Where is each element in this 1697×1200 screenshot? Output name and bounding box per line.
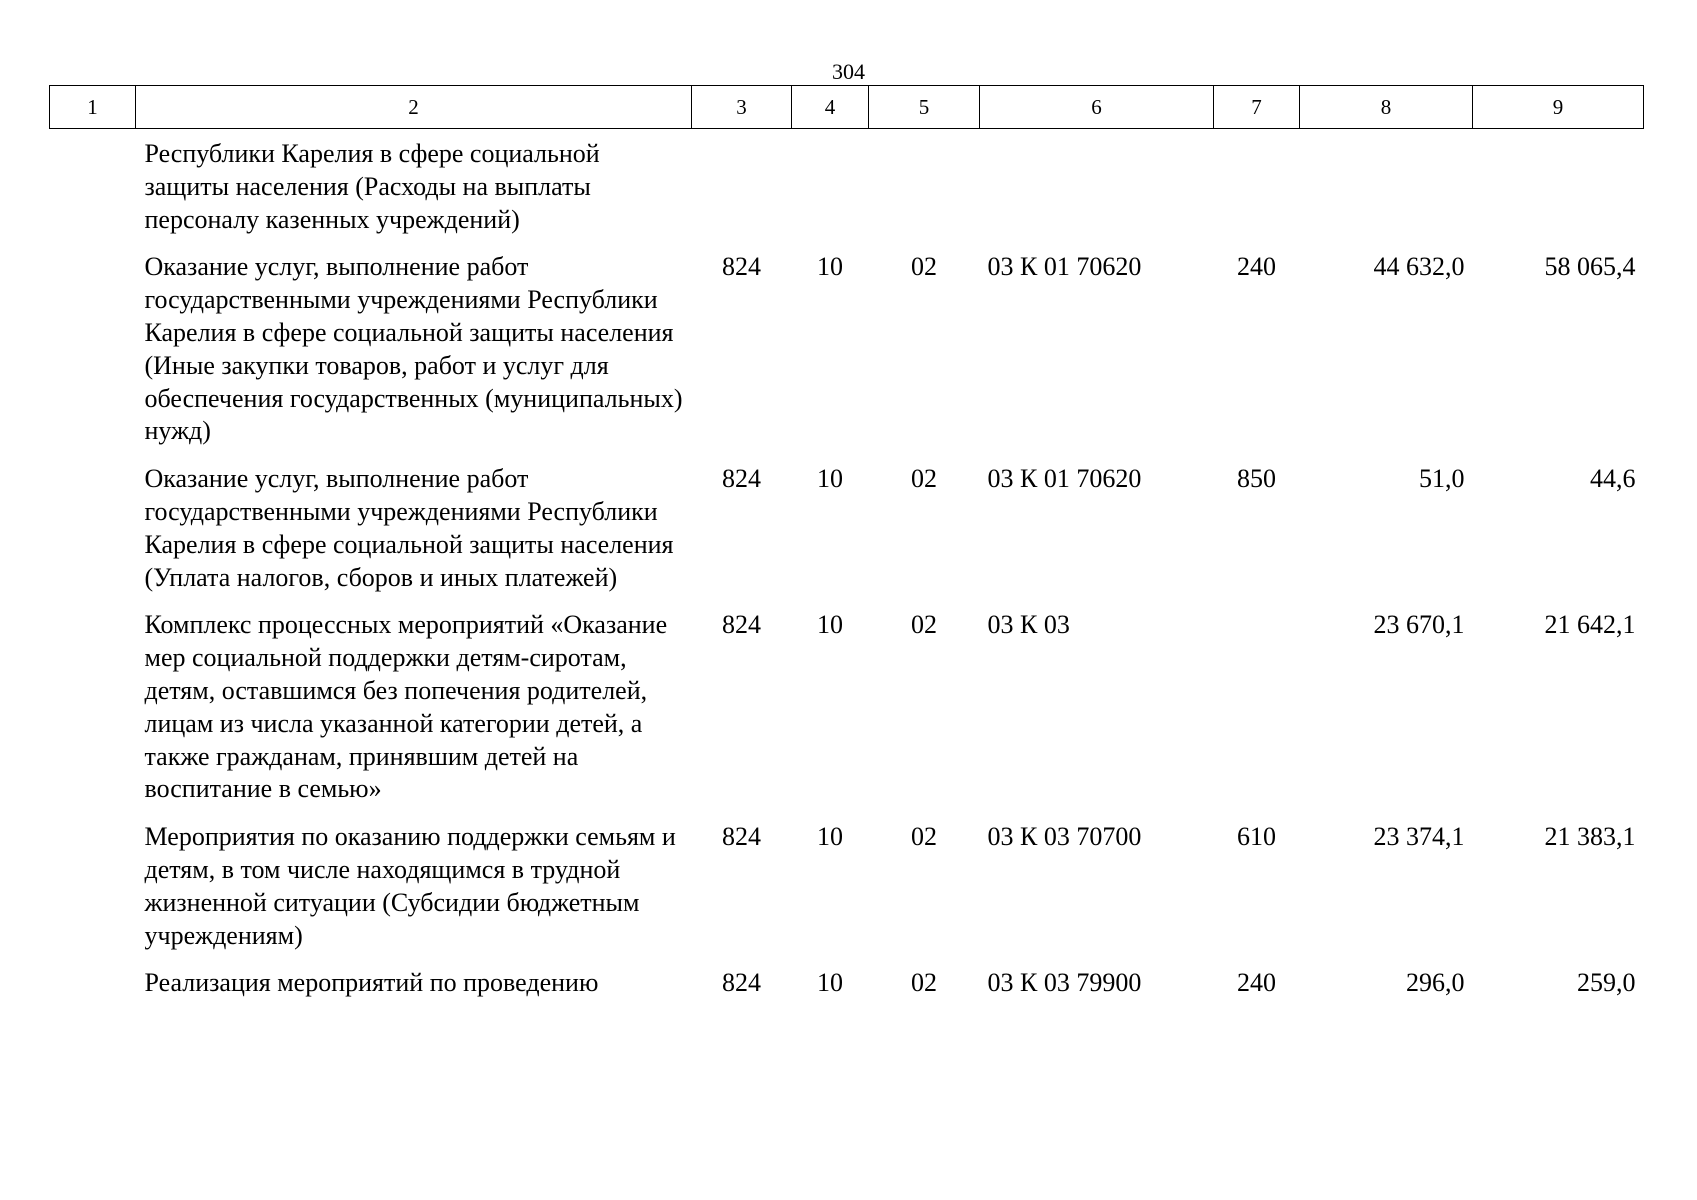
subsection-cell: 02 xyxy=(911,968,937,998)
page-number: 304 xyxy=(832,59,865,84)
section-cell: 10 xyxy=(817,252,843,282)
amount-1-cell: 23 670,1 xyxy=(1373,610,1465,640)
expense-type-cell: 240 xyxy=(1237,252,1276,282)
column-header: 4 xyxy=(792,86,869,129)
table-row xyxy=(50,129,1644,252)
header-row xyxy=(50,86,1644,129)
row-number-cell xyxy=(50,129,136,252)
description-cell: Реализация мероприятий по проведению xyxy=(144,968,599,998)
row-number-cell xyxy=(50,609,136,821)
table-row xyxy=(50,609,1644,821)
amount-1-cell: 296,0 xyxy=(1406,968,1465,998)
target-article-cell: 03 К 03 70700 xyxy=(987,822,1142,852)
subsection-cell xyxy=(869,129,980,252)
expense-type-cell: 240 xyxy=(1237,968,1276,998)
column-header: 6 xyxy=(980,86,1214,129)
amount-2-cell: 44,6 xyxy=(1590,464,1636,494)
expense-type-cell: 610 xyxy=(1237,822,1276,852)
ministry-code-cell: 824 xyxy=(722,464,761,494)
amount-2-cell: 259,0 xyxy=(1577,968,1636,998)
ministry-code-cell: 824 xyxy=(722,252,761,282)
column-header: 1 xyxy=(50,86,136,129)
row-number-cell xyxy=(50,251,136,463)
column-header: 5 xyxy=(869,86,980,129)
section-cell xyxy=(792,129,869,252)
target-article-cell: 03 К 03 xyxy=(987,610,1070,640)
description-cell: Комплекс процессных мероприятий «Оказание мер социальной поддержки детям-сиротам, детям, оставшимся без попечения родителей, лицам из числа указанной категории детей, а также гражданам, принявшим детей на воспитание в семью» xyxy=(144,610,668,804)
ministry-code-cell: 824 xyxy=(722,968,761,998)
table-row xyxy=(50,251,1644,463)
subsection-cell: 02 xyxy=(911,464,937,494)
ministry-code-cell: 824 xyxy=(722,822,761,852)
expense-type-cell: 850 xyxy=(1237,464,1276,494)
amount-2-cell xyxy=(1473,129,1644,252)
target-article-cell: 03 К 01 70620 xyxy=(987,464,1142,494)
column-header: 9 xyxy=(1473,86,1644,129)
table-row xyxy=(50,463,1644,609)
column-header: 8 xyxy=(1300,86,1473,129)
section-cell: 10 xyxy=(817,822,843,852)
amount-1-cell xyxy=(1300,129,1473,252)
row-number-cell xyxy=(50,821,136,967)
amount-2-cell: 21 383,1 xyxy=(1544,822,1636,852)
subsection-cell: 02 xyxy=(911,610,937,640)
description-cell: Оказание услуг, выполнение работ государственными учреждениями Республики Карелия в сфере социальной защиты населения (Уплата налогов, сборов и иных платежей) xyxy=(144,464,674,592)
table-row xyxy=(50,821,1644,967)
amount-2-cell: 21 642,1 xyxy=(1544,610,1636,640)
ministry-code-cell: 824 xyxy=(722,610,761,640)
budget-table xyxy=(49,85,1644,1015)
row-number-cell xyxy=(50,967,136,1015)
table-row xyxy=(50,967,1644,1015)
amount-1-cell: 44 632,0 xyxy=(1373,252,1465,282)
ministry-code-cell xyxy=(692,129,792,252)
target-article-cell: 03 К 01 70620 xyxy=(987,252,1142,282)
column-header: 7 xyxy=(1214,86,1300,129)
amount-1-cell: 51,0 xyxy=(1419,464,1465,494)
column-header: 2 xyxy=(136,86,692,129)
subsection-cell: 02 xyxy=(911,252,937,282)
description-cell: Оказание услуг, выполнение работ государственными учреждениями Республики Карелия в сфере социальной защиты населения (Иные закупки товаров, работ и услуг для обеспечения государственных (муниципальных) нужд) xyxy=(144,252,683,446)
description-cell: Республики Карелия в сфере социальной защиты населения (Расходы на выплаты персоналу казенных учреждений) xyxy=(144,139,600,234)
description-cell: Мероприятия по оказанию поддержки семьям и детям, в том числе находящимся в трудной жизненной ситуации (Субсидии бюджетным учреждениям) xyxy=(144,822,676,950)
amount-2-cell: 58 065,4 xyxy=(1544,252,1636,282)
section-cell: 10 xyxy=(817,464,843,494)
target-article-cell xyxy=(980,129,1214,252)
section-cell: 10 xyxy=(817,968,843,998)
amount-1-cell: 23 374,1 xyxy=(1373,822,1465,852)
expense-type-cell xyxy=(1214,609,1300,821)
subsection-cell: 02 xyxy=(911,822,937,852)
target-article-cell: 03 К 03 79900 xyxy=(987,968,1142,998)
column-header: 3 xyxy=(692,86,792,129)
row-number-cell xyxy=(50,463,136,609)
expense-type-cell xyxy=(1214,129,1300,252)
section-cell: 10 xyxy=(817,610,843,640)
